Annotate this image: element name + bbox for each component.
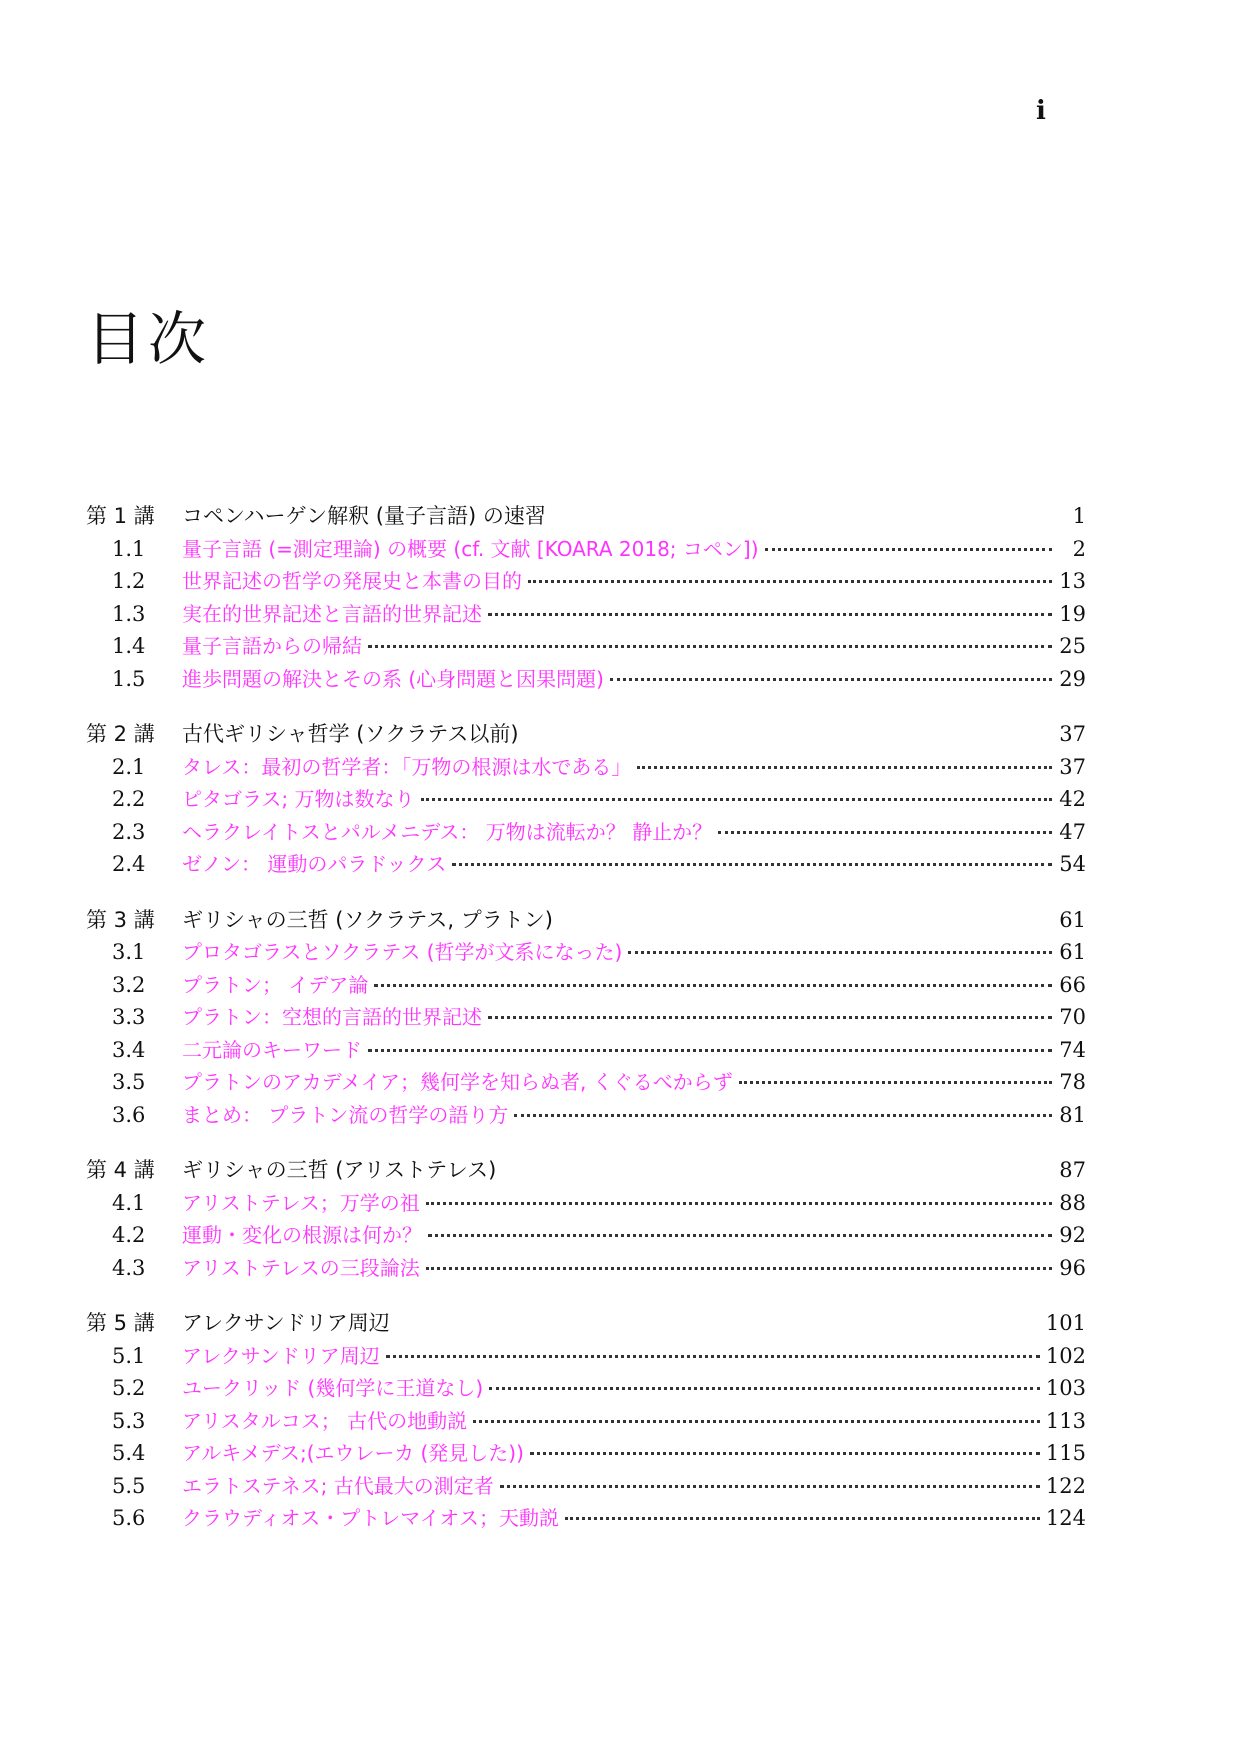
chapter-page: 1: [1072, 504, 1086, 528]
section-page: 124: [1045, 1506, 1086, 1530]
toc-section-entry[interactable]: [86, 565, 1086, 598]
section-page: 81: [1059, 1102, 1086, 1127]
section-title-link[interactable]: アレクサンドリア周辺: [182, 1343, 380, 1368]
dot-leader: [530, 1452, 1040, 1455]
section-title-link[interactable]: アルキメデス;(エウレーカ (発見した)): [182, 1441, 524, 1465]
section-page: 42: [1059, 787, 1086, 811]
toc-section-entry[interactable]: [86, 1099, 1086, 1132]
section-number: 3.5: [112, 1070, 146, 1094]
section-number: 1.3: [112, 601, 146, 626]
dot-leader: [565, 1517, 1040, 1520]
section-number: 2.3: [112, 819, 146, 844]
section-title-link[interactable]: アリストテレス；万学の祖: [182, 1190, 420, 1215]
dot-leader: [718, 831, 1052, 834]
section-title-link[interactable]: アリストテレスの三段論法: [182, 1255, 420, 1280]
section-page: 29: [1059, 666, 1086, 691]
section-title-link[interactable]: プロタゴラスとソクラテス (哲学が文系になった): [182, 940, 623, 964]
section-number: 5.6: [112, 1506, 146, 1530]
section-number: 2.2: [112, 787, 146, 811]
section-page: 96: [1059, 1255, 1086, 1280]
chapter-label: 第 2 講: [86, 722, 155, 746]
toc-section-entry[interactable]: [86, 598, 1086, 631]
section-number: 3.3: [112, 1005, 146, 1029]
section-page: 78: [1059, 1070, 1086, 1094]
section-title-link[interactable]: プラトンのアカデメイア；幾何学を知らぬ者, くぐるべからず: [182, 1070, 733, 1094]
section-number: 2.1: [112, 754, 146, 779]
page-number: i: [1036, 96, 1046, 126]
section-page: 113: [1045, 1408, 1086, 1433]
section-number: 5.3: [112, 1408, 146, 1433]
dot-leader: [426, 1267, 1052, 1270]
chapter-label: 第 3 講: [86, 907, 155, 932]
section-page: 92: [1059, 1223, 1086, 1247]
section-number: 3.1: [112, 940, 146, 964]
chapter-title: 古代ギリシャ哲学 (ソクラテス以前): [182, 722, 519, 746]
chapter-page: 87: [1059, 1158, 1086, 1182]
dot-leader: [628, 951, 1052, 954]
section-number: 1.4: [112, 634, 146, 658]
toc-chapter: [86, 718, 1086, 881]
leader-space: [502, 1176, 1052, 1177]
toc-chapter-entry[interactable]: [86, 500, 1086, 533]
dot-leader: [428, 1234, 1052, 1237]
leader-space: [552, 522, 1052, 523]
page-title: 目次: [86, 305, 211, 373]
toc-chapter: [86, 1307, 1086, 1535]
section-page: 74: [1059, 1037, 1086, 1062]
section-number: 4.1: [112, 1190, 146, 1215]
section-page: 102: [1045, 1343, 1086, 1368]
toc-section-entry[interactable]: [86, 1001, 1086, 1034]
dot-leader: [368, 1049, 1052, 1052]
section-title-link[interactable]: ヘラクレイトスとパルメニデス： 万物は流転か？ 静止か？: [182, 819, 713, 844]
section-page: 13: [1059, 569, 1086, 593]
table-of-contents: [86, 500, 1086, 1558]
toc-chapter: [86, 904, 1086, 1132]
chapter-title: コペンハーゲン解釈 (量子言語) の速習: [182, 504, 546, 528]
toc-section-entry[interactable]: [86, 1219, 1086, 1252]
dot-leader: [426, 1202, 1052, 1205]
chapter-page: 61: [1059, 907, 1086, 932]
section-title-link[interactable]: クラウディオス・プトレマイオス；天動説: [182, 1506, 559, 1530]
dot-leader: [500, 1485, 1040, 1488]
dot-leader: [514, 1114, 1052, 1117]
toc-section-entry[interactable]: [86, 783, 1086, 816]
section-page: 54: [1059, 852, 1086, 876]
toc-chapter-entry[interactable]: [86, 904, 1086, 937]
dot-leader: [765, 548, 1052, 551]
section-title-link[interactable]: 量子言語からの帰結: [182, 634, 362, 658]
dot-leader: [488, 613, 1052, 616]
chapter-label: 第 5 講: [86, 1311, 155, 1335]
section-page: 70: [1059, 1005, 1086, 1029]
section-title-link[interactable]: タレス：最初の哲学者：「万物の根源は水である」: [182, 754, 632, 779]
toc-section-entry[interactable]: [86, 1034, 1086, 1067]
section-page: 2: [1072, 536, 1086, 561]
toc-chapter-entry[interactable]: [86, 1154, 1086, 1187]
section-number: 3.6: [112, 1102, 146, 1127]
toc-chapter-entry[interactable]: [86, 718, 1086, 751]
toc-section-entry[interactable]: [86, 533, 1086, 566]
section-title-link[interactable]: 進歩問題の解決とその系 (心身問題と因果問題): [182, 666, 604, 691]
dot-leader: [528, 580, 1052, 583]
leader-space: [525, 740, 1052, 741]
dot-leader: [488, 1016, 1052, 1019]
section-number: 5.5: [112, 1473, 146, 1498]
toc-section-entry[interactable]: [86, 1502, 1086, 1535]
toc-section-entry[interactable]: [86, 630, 1086, 663]
section-title-link[interactable]: まとめ： プラトン流の哲学の語り方: [182, 1102, 509, 1127]
section-number: 5.2: [112, 1376, 146, 1400]
section-title-link[interactable]: プラトン； イデア論: [182, 972, 369, 997]
dot-leader: [386, 1355, 1040, 1358]
chapter-label: 第 4 講: [86, 1158, 155, 1182]
toc-section-entry[interactable]: [86, 1340, 1086, 1373]
chapter-page: 101: [1045, 1311, 1086, 1335]
section-page: 122: [1045, 1473, 1086, 1498]
chapter-title: ギリシャの三哲 (アリストテレス): [182, 1158, 497, 1182]
leader-space: [396, 1329, 1040, 1330]
toc-section-entry[interactable]: [86, 816, 1086, 849]
section-number: 3.2: [112, 972, 146, 997]
leader-space: [559, 926, 1052, 927]
toc-section-entry[interactable]: [86, 1252, 1086, 1285]
toc-section-entry[interactable]: [86, 848, 1086, 881]
dot-leader: [489, 1387, 1040, 1390]
toc-chapter-entry[interactable]: [86, 1307, 1086, 1340]
dot-leader: [452, 863, 1052, 866]
toc-section-entry[interactable]: [86, 751, 1086, 784]
section-number: 1.1: [112, 536, 146, 561]
dot-leader: [421, 798, 1053, 801]
section-number: 1.5: [112, 666, 146, 691]
section-title-link[interactable]: 量子言語 (=測定理論) の概要 (cf. 文献 [KOARA 2018; コペン]): [182, 536, 759, 561]
section-title-link[interactable]: ゼノン： 運動のパラドックス: [182, 852, 447, 876]
section-title-link[interactable]: 二元論のキーワード: [182, 1037, 362, 1062]
chapter-title: ギリシャの三哲 (ソクラテス, プラトン): [182, 907, 553, 932]
section-page: 47: [1059, 819, 1086, 844]
toc-section-entry[interactable]: [86, 1187, 1086, 1220]
section-page: 88: [1059, 1190, 1086, 1215]
dot-leader: [739, 1081, 1052, 1084]
chapter-title: アレクサンドリア周辺: [182, 1311, 390, 1335]
toc-section-entry[interactable]: [86, 1437, 1086, 1470]
toc-section-entry[interactable]: [86, 969, 1086, 1002]
section-number: 5.4: [112, 1441, 146, 1465]
toc-chapter: [86, 500, 1086, 695]
section-page: 66: [1059, 972, 1086, 997]
section-number: 1.2: [112, 569, 146, 593]
section-number: 5.1: [112, 1343, 146, 1368]
section-title-link[interactable]: ユークリッド (幾何学に王道なし): [182, 1376, 484, 1400]
toc-section-entry[interactable]: [86, 1470, 1086, 1503]
section-page: 115: [1045, 1441, 1086, 1465]
section-title-link[interactable]: 世界記述の哲学の発展史と本書の目的: [182, 569, 522, 593]
toc-section-entry[interactable]: [86, 1372, 1086, 1405]
section-number: 4.2: [112, 1223, 146, 1247]
chapter-label: 第 1 講: [86, 504, 155, 528]
section-title-link[interactable]: アリスタルコス； 古代の地動説: [182, 1408, 468, 1433]
section-number: 4.3: [112, 1255, 146, 1280]
section-page: 103: [1045, 1376, 1086, 1400]
section-title-link[interactable]: 実在的世界記述と言語的世界記述: [182, 601, 482, 626]
dot-leader: [368, 645, 1052, 648]
section-title-link[interactable]: エラトステネス; 古代最大の測定者: [182, 1473, 494, 1498]
section-title-link[interactable]: ピタゴラス; 万物は数なり: [182, 787, 415, 811]
dot-leader: [473, 1420, 1040, 1423]
toc-section-entry[interactable]: [86, 936, 1086, 969]
section-number: 3.4: [112, 1037, 146, 1062]
chapter-page: 37: [1059, 722, 1086, 746]
section-page: 19: [1059, 601, 1086, 626]
toc-section-entry[interactable]: [86, 663, 1086, 696]
toc-section-entry[interactable]: [86, 1066, 1086, 1099]
toc-section-entry[interactable]: [86, 1405, 1086, 1438]
section-page: 37: [1059, 754, 1086, 779]
toc-chapter: [86, 1154, 1086, 1284]
dot-leader: [610, 678, 1052, 681]
section-page: 25: [1059, 634, 1086, 658]
dot-leader: [637, 766, 1052, 769]
section-page: 61: [1059, 940, 1086, 964]
section-title-link[interactable]: プラトン：空想的言語的世界記述: [182, 1005, 482, 1029]
dot-leader: [374, 984, 1052, 987]
section-number: 2.4: [112, 852, 146, 876]
section-title-link[interactable]: 運動・変化の根源は何か？: [182, 1223, 422, 1247]
